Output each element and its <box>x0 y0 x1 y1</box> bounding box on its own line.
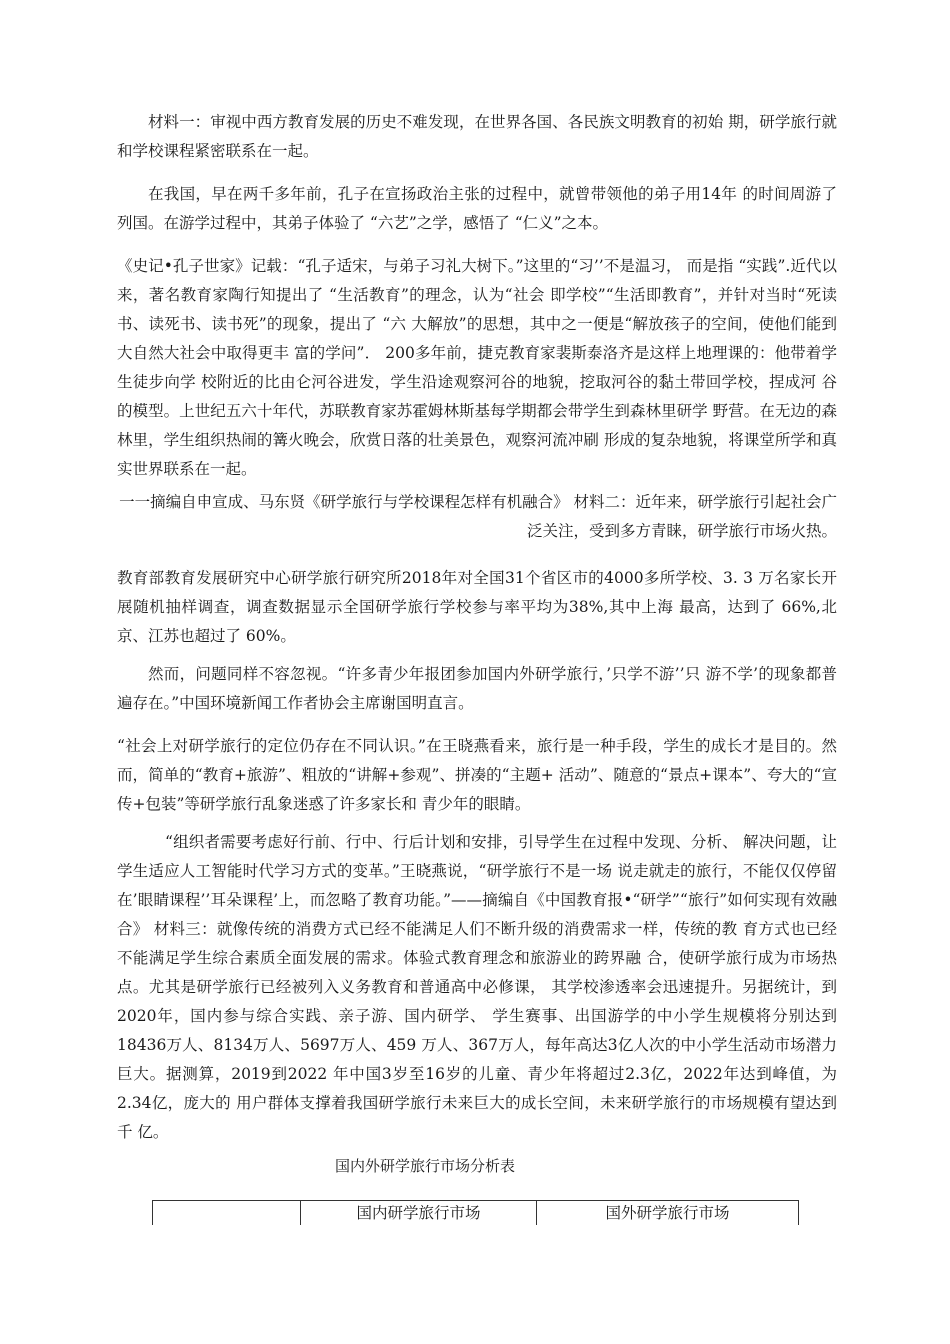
table-caption: 国内外研学旅行市场分析表 <box>335 1157 516 1175</box>
paragraph-survey: 教育部教育发展研究中心研学旅行研究所2018年对全国31个省区市的4000多所学校、3. 3 万名家长开展随机抽样调查，调查数据显示全国研学旅行学校参与率平均为38%,其中上海 最高，达到了 66%,北京、江苏也超过了 60%。 <box>117 569 837 645</box>
paragraph-confucius: 在我国，早在两千多年前，孔子在宣扬政治主张的过程中，就曾带领他的弟子用14年 的时间周游了列国。在游学过程中，其弟子体验了 “六艺”之学，感悟了 “仁义”之本。 <box>117 185 837 232</box>
paragraph-material-three: “组织者需要考虑好行前、行中、行后计划和安排，引导学生在过程中发现、分析、 解决问题，让学生适应人工智能时代学习方式的变革。”王晓燕说，“研学旅行不是一场 说走就走的旅行，不能仅仅停留在’眼睛课程’’耳朵课程’上，而忽略了教育功能。”——摘编自《中国教育报•“研学”“旅行”如何实现有效融合》 材料三：就像传统的消费方式已经不能满足人们不断升级的消费需求一样，传统的教 育方式也已经不能满足学生综合素质全面发展的需求。体验式教育理念和旅游业的跨界融 合，使研学旅行成为市场热点。尤其是研学旅行已经被列入义务教育和普通高中必修课， 其学校渗透率会迅速提升。另据统计，到2020年，国内参与综合实践、亲子游、国内研学、 学生赛事、出国游学的中小学生规模将分别达到18436万人、8134万人、5697万人、459 万人、367万人，每年高达3亿人次的中小学生活动市场潜力巨大。据测算，2019到2022 年中国3岁至16岁的儿童、青少年将超过2.3亿，2022年达到峰值，为2.34亿，庞大的 用户群体支撑着我国研学旅行未来巨大的成长空间，未来研学旅行的市场规模有望达到千 亿。 <box>117 833 837 1141</box>
paragraph-wang-xiaoyan: “社会上对研学旅行的定位仍存在不同认识。”在王晓燕看来，旅行是一种手段，学生的成长才是目的。然而，简单的“教育+旅游”、粗放的“讲解+参观”、拼凑的“主题+ 活动”、随意的“景点+课本”、夸大的“宣传+包装”等研学旅行乱象迷惑了许多家长和 青少年的眼睛。 <box>117 737 837 813</box>
table-header-row <box>153 1201 799 1226</box>
paragraph-material-one: 材料一：审视中西方教育发展的历史不难发现，在世界各国、各民族文明教育的初始 期，研学旅行就和学校课程紧密联系在一起。 <box>117 113 837 160</box>
paragraph-history-quote: 《史记•孔子世家》记载：“孔子适宋，与弟子习礼大树下。”这里的“习’’不是温习， 而是指 “实践”.近代以来，著名教育家陶行知提出了 “生活教育”的理念，认为“社会 即学校”“生活即教育”，并针对当时“死读书、读死书、读书死”的现象，提出了 “六 大解放”的思想，其中之一便是“解放孩子的空间，使他们能到大自然大社会中取得更丰 富的学问”． 200多年前，捷克教育家裴斯泰洛齐是这样上地理课的：他带着学生徒步向学 校附近的比由仑河谷进发，学生沿途观察河谷的地貌，挖取河谷的黏土带回学校，捏成河 谷的模型。上世纪五六十年代，苏联教育家苏霍姆林斯基每学期都会带学生到森林里研学 野营。在无边的森林里，学生组织热闹的篝火晚会，欣赏日落的壮美景色，观察河流冲刷 形成的复杂地貌，将课堂所学和真实世界联系在一起。 <box>117 257 837 478</box>
table-header-cell-foreign: 国外研学旅行市场 <box>537 1201 799 1226</box>
table-header-cell-domestic: 国内研学旅行市场 <box>301 1201 537 1226</box>
table-header-cell-empty <box>153 1201 301 1226</box>
paragraph-problems: 然而，问题同样不容忽视。“许多青少年报团参加国内外研学旅行，’只学不游’’只 游不学’的现象都普遍存在。”中国环境新闻工作者协会主席谢国明直言。 <box>117 665 837 712</box>
market-analysis-table <box>152 1200 799 1225</box>
paragraph-source-and-material-two: 一一摘编自申宣成、马东贤《研学旅行与学校课程怎样有机融合》 材料二：近年来，研学旅行引起社会广泛关注，受到多方青睐，研学旅行市场火热。 <box>119 493 837 540</box>
